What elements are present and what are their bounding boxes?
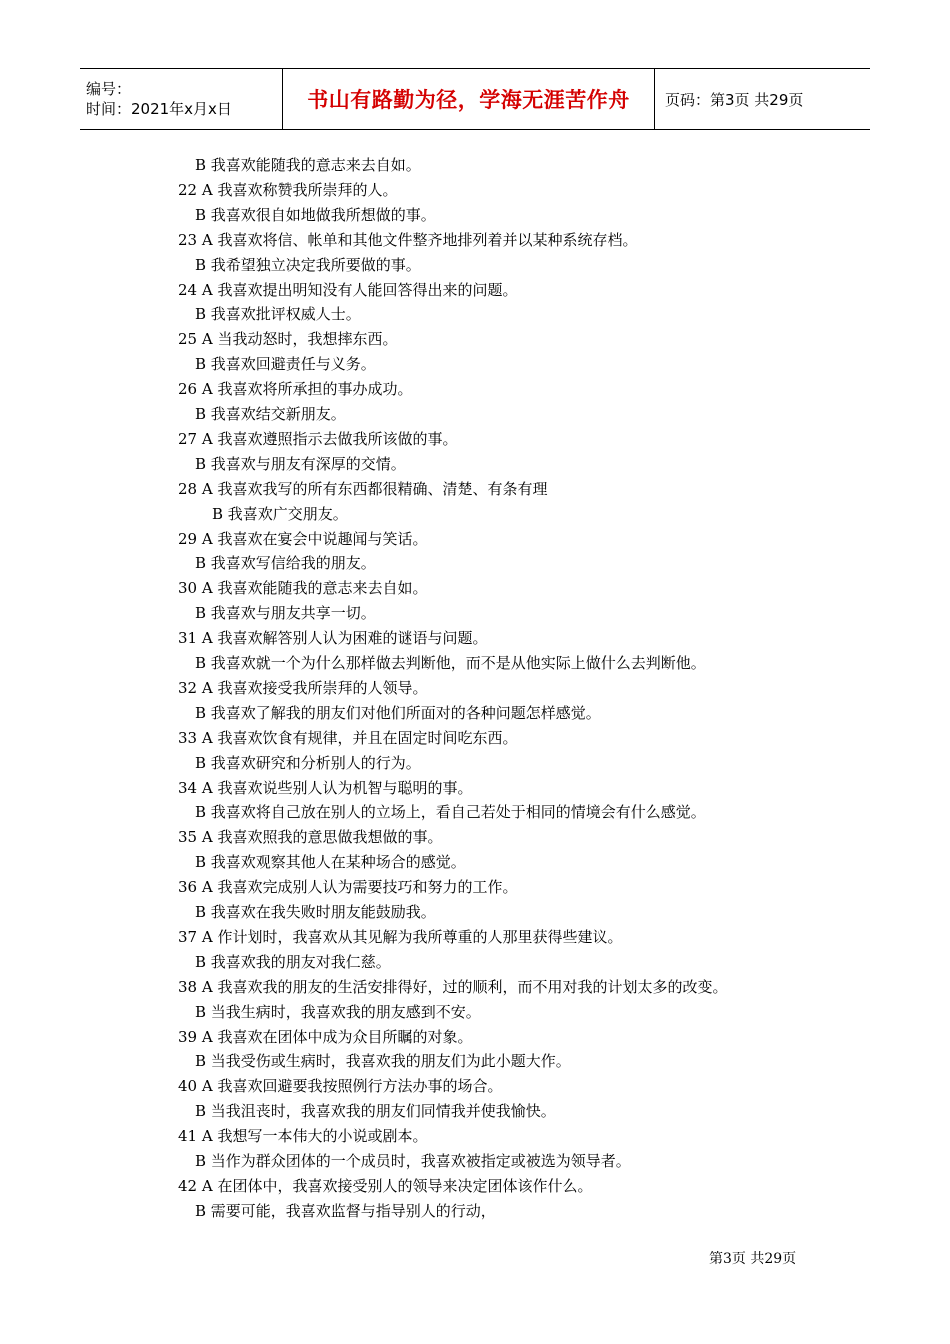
question-line: B 我喜欢了解我的朋友们对他们所面对的各种问题怎样感觉。 xyxy=(195,703,601,722)
question-line: B 当我生病时，我喜欢我的朋友感到不安。 xyxy=(195,1002,481,1021)
header-motto-cell xyxy=(282,69,655,129)
question-line: 40 A 我喜欢回避要我按照例行方法办事的场合。 xyxy=(178,1077,503,1096)
page-footer: 第3页 共29页 xyxy=(709,1251,797,1267)
question-line: 34 A 我喜欢说些别人认为机智与聪明的事。 xyxy=(178,778,473,797)
question-line: B 我喜欢观察其他人在某种场合的感觉。 xyxy=(195,853,466,872)
question-line: B 我喜欢回避责任与义务。 xyxy=(195,355,376,374)
question-line: 39 A 我喜欢在团体中成为众目所瞩的对象。 xyxy=(178,1027,473,1046)
question-line: 38 A 我喜欢我的朋友的生活安排得好，过的顺利，而不用对我的计划太多的改变。 xyxy=(178,977,728,996)
question-line: B 我希望独立决定我所要做的事。 xyxy=(195,255,421,274)
question-line: B 我喜欢写信给我的朋友。 xyxy=(195,554,376,573)
question-line: 26 A 我喜欢将所承担的事办成功。 xyxy=(178,380,413,399)
question-line: B 我喜欢与朋友有深厚的交情。 xyxy=(195,454,406,473)
header-page-label: 页码：第3页 共29页 xyxy=(665,90,804,109)
question-line: 28 A 我喜欢我写的所有东西都很精确、清楚、有条有理 xyxy=(178,479,548,498)
question-line: B 需要可能，我喜欢监督与指导别人的行动， xyxy=(195,1201,496,1220)
motto-text: 书山有路勤为径，学海无涯苦作舟 xyxy=(307,88,630,112)
question-line: B 我喜欢能随我的意志来去自如。 xyxy=(195,156,421,174)
question-line: 41 A 我想写一本伟大的小说或剧本。 xyxy=(178,1127,428,1146)
question-line: B 我喜欢批评权威人士。 xyxy=(195,305,361,324)
date-label: 时间：2021年x月x日 xyxy=(86,100,232,118)
question-line: B 我喜欢与朋友共享一切。 xyxy=(195,604,376,623)
question-line: 24 A 我喜欢提出明知没有人能回答得出来的问题。 xyxy=(178,280,518,299)
question-line: B 我喜欢结交新朋友。 xyxy=(195,405,346,423)
question-line: B 我喜欢在我失败时朋友能鼓励我。 xyxy=(195,903,436,921)
question-line: 42 A 在团体中，我喜欢接受别人的领导来决定团体该作什么。 xyxy=(178,1176,593,1195)
question-line: 32 A 我喜欢接受我所崇拜的人领导。 xyxy=(178,678,428,697)
question-line: 37 A 作计划时，我喜欢从其见解为我所尊重的人那里获得些建议。 xyxy=(178,927,623,946)
question-line: B 我喜欢就一个为什么那样做去判断他，而不是从他实际上做什么去判断他。 xyxy=(195,654,706,672)
question-line: B 当我沮丧时，我喜欢我的朋友们同情我并使我愉快。 xyxy=(195,1102,556,1121)
question-line: 30 A 我喜欢能随我的意志来去自如。 xyxy=(178,579,428,598)
question-line: 23 A 我喜欢将信、帐单和其他文件整齐地排列着并以某种系统存档。 xyxy=(178,230,638,249)
question-line: B 我喜欢很自如地做我所想做的事。 xyxy=(195,205,436,224)
question-line: 36 A 我喜欢完成别人认为需要技巧和努力的工作。 xyxy=(178,878,518,897)
question-line: B 我喜欢将自己放在别人的立场上，看自己若处于相同的情境会有什么感觉。 xyxy=(195,803,706,822)
code-label: 编号： xyxy=(86,80,132,98)
question-line: B 当作为群众团体的一个成员时，我喜欢被指定或被选为领导者。 xyxy=(195,1152,631,1170)
question-line: B 我喜欢广交朋友。 xyxy=(212,504,348,523)
question-line: 31 A 我喜欢解答别人认为困难的谜语与问题。 xyxy=(178,629,488,648)
question-line: B 我喜欢研究和分析别人的行为。 xyxy=(195,753,421,772)
page-header xyxy=(80,68,870,130)
header-page-cell xyxy=(655,69,870,129)
question-line: 35 A 我喜欢照我的意思做我想做的事。 xyxy=(178,828,443,847)
question-line: 33 A 我喜欢饮食有规律，并且在固定时间吃东西。 xyxy=(178,728,518,747)
question-line: 29 A 我喜欢在宴会中说趣闻与笑话。 xyxy=(178,529,428,548)
question-line: 25 A 当我动怒时，我想摔东西。 xyxy=(178,330,398,349)
question-line: 22 A 我喜欢称赞我所崇拜的人。 xyxy=(178,180,398,199)
question-line: B 当我受伤或生病时，我喜欢我的朋友们为此小题大作。 xyxy=(195,1052,571,1071)
question-line: B 我喜欢我的朋友对我仁慈。 xyxy=(195,952,391,971)
header-left-cell xyxy=(80,69,282,129)
question-line: 27 A 我喜欢遵照指示去做我所该做的事。 xyxy=(178,429,458,448)
